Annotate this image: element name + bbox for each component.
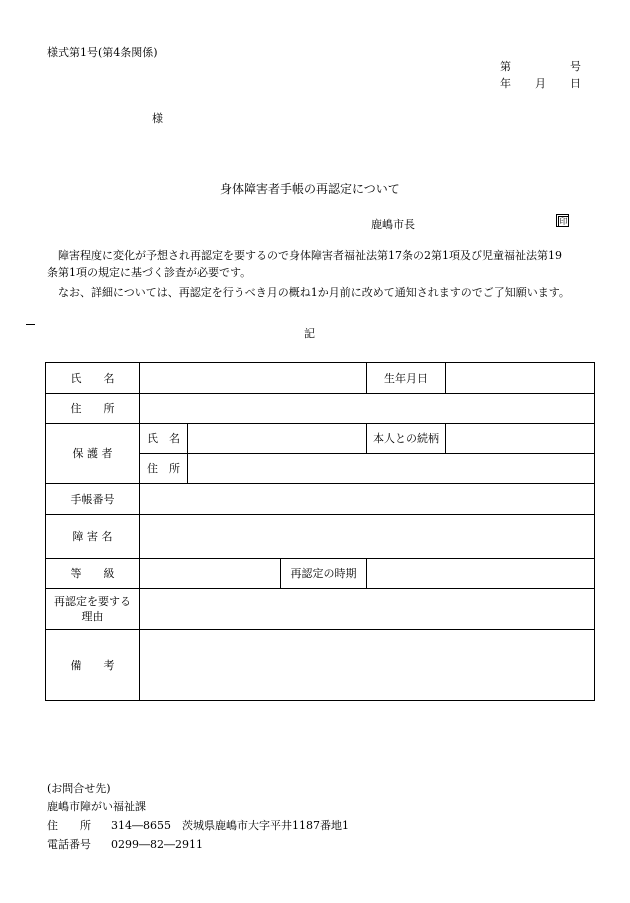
recert-reason-label-line-1: 再認定を要する (54, 595, 131, 608)
ki-heading: 記 (304, 327, 315, 340)
name-label: 氏 名 (46, 363, 140, 394)
recert-timing-label: 再認定の時期 (281, 559, 367, 589)
sender-name: 鹿嶋市長 (371, 218, 415, 231)
recert-reason-label (46, 589, 140, 630)
grade-field[interactable] (140, 559, 281, 589)
addressee-suffix: 様 (152, 112, 163, 125)
contact-department: 鹿嶋市障がい福祉課 (47, 800, 146, 813)
recert-reason-field[interactable] (140, 589, 595, 630)
guardian-address-field[interactable] (188, 454, 595, 484)
relationship-label: 本人との続柄 (367, 424, 446, 454)
date-year: 年 (500, 77, 511, 90)
address-label: 住 所 (46, 394, 140, 424)
body-paragraph-2: なお、詳細については、再認定を行うべき月の概ね1か月前に改めて通知されますのでご了知願います。 (58, 286, 570, 299)
contact-address-label: 住 所 (47, 819, 91, 832)
recert-timing-field[interactable] (367, 559, 595, 589)
contact-phone-label: 電話番号 (47, 838, 91, 851)
contact-heading: (お問合せ先) (47, 782, 111, 795)
number-label-go: 号 (570, 60, 581, 73)
number-label-dai: 第 (500, 60, 511, 73)
document-title: 身体障害者手帳の再認定について (220, 182, 400, 196)
handbook-number-label: 手帳番号 (46, 484, 140, 515)
guardian-name-label: 氏 名 (140, 424, 188, 454)
address-field[interactable] (140, 394, 595, 424)
handbook-number-field[interactable] (140, 484, 595, 515)
recert-reason-label-line-2: 理由 (81, 610, 104, 623)
guardian-address-label: 住 所 (140, 454, 188, 484)
name-field[interactable] (140, 363, 367, 394)
guardian-name-field[interactable] (188, 424, 367, 454)
form-number: 様式第1号(第4条関係) (47, 46, 158, 59)
contact-phone-value: 0299―82―2911 (111, 838, 203, 851)
body-paragraph-1-line-2: 条第1項の規定に基づく診査が必要です。 (47, 266, 252, 279)
remarks-label: 備 考 (46, 630, 140, 701)
margin-mark (26, 324, 35, 325)
relationship-field[interactable] (446, 424, 595, 454)
guardian-label: 保 護 者 (46, 424, 140, 484)
body-paragraph-1-line-1: 障害程度に変化が予想され再認定を要するので身体障害者福祉法第17条の2第1項及び児童福祉法第19 (58, 249, 562, 262)
grade-label: 等 級 (46, 559, 140, 589)
birthdate-field[interactable] (446, 363, 595, 394)
disability-name-field[interactable] (140, 515, 595, 559)
seal-mark: 印 (556, 214, 569, 227)
form-table (45, 362, 595, 701)
disability-name-label: 障 害 名 (46, 515, 140, 559)
birthdate-label: 生年月日 (367, 363, 446, 394)
date-month: 月 (535, 77, 546, 90)
remarks-field[interactable] (140, 630, 595, 701)
date-day: 日 (570, 77, 581, 90)
contact-address-value: 314―8655 茨城県鹿嶋市大字平井1187番地1 (111, 819, 349, 832)
